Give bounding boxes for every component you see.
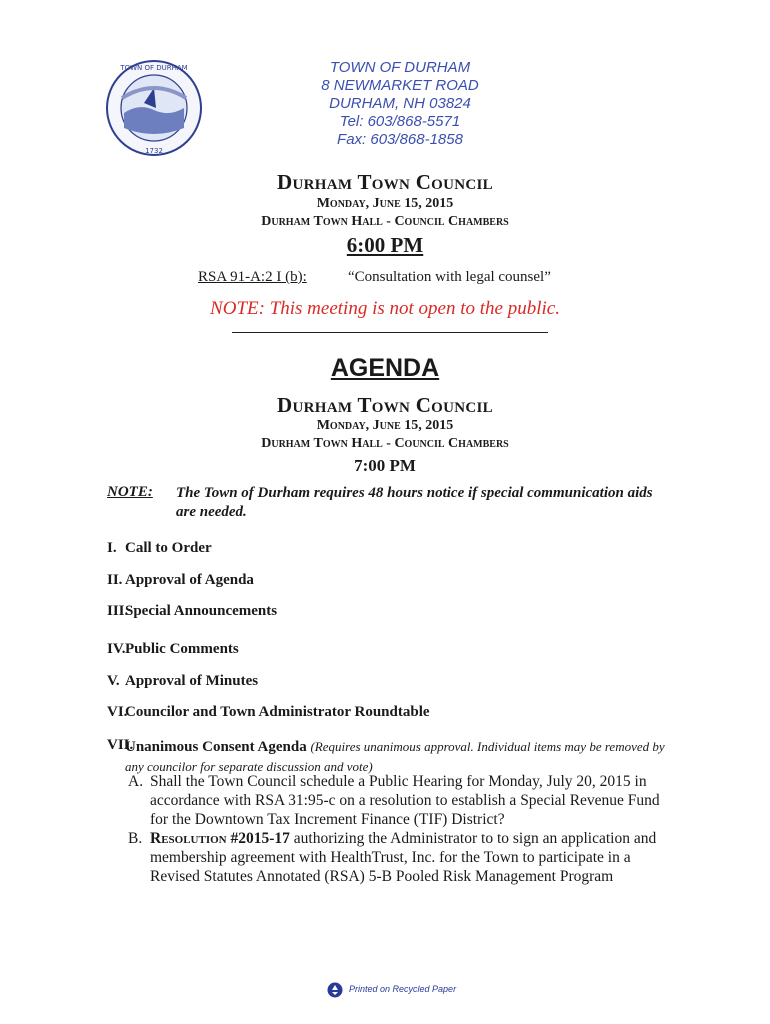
letterhead-line: 8 NEWMARKET ROAD <box>321 77 479 94</box>
item-number: VI. <box>107 704 128 720</box>
item-number: III. <box>107 603 129 619</box>
agenda-location: Durham Town Hall - Council Chambers <box>261 436 509 451</box>
agenda-item: Special Announcements <box>125 603 278 619</box>
closed-session-date: Monday, June 15, 2015 <box>316 196 454 211</box>
agenda-item: Unanimous Consent Agenda <box>125 739 307 755</box>
letterhead-line: DURHAM, NH 03824 <box>329 95 471 112</box>
subitem-text: Shall the Town Council schedule a Public Hearing for Monday, July 20, 2015 in accordance with RSA 31:95-c on a resolution to establish a Special Revenue Fund for the Downtown Tax Increment Finance (TIF) District? <box>150 773 660 828</box>
letterhead-line: TOWN OF DURHAM <box>329 59 471 76</box>
item-number: VII. <box>107 737 134 753</box>
resolution-label: Resolution #2015-17 <box>150 830 290 847</box>
letterhead <box>300 59 500 149</box>
item-number: V. <box>107 673 120 689</box>
item-number: IV. <box>107 641 126 657</box>
letterhead-line: Fax: 603/868-1858 <box>337 131 463 148</box>
agenda-title: Durham Town Council <box>277 393 493 417</box>
agenda-item: Approval of Minutes <box>125 673 259 689</box>
svg-text:TOWN OF DURHAM: TOWN OF DURHAM <box>120 64 188 72</box>
agenda-item: Call to Order <box>125 540 212 556</box>
subitem-letter: A. <box>128 773 144 790</box>
rsa-reference: RSA 91-A:2 I (b): <box>198 269 307 285</box>
agenda-date: Monday, June 15, 2015 <box>316 418 454 433</box>
subitem-letter: B. <box>128 830 143 847</box>
closed-session-location: Durham Town Hall - Council Chambers <box>261 214 509 229</box>
item-number: II. <box>107 572 123 588</box>
agenda-time: 7:00 PM <box>354 456 416 475</box>
item-number: I. <box>107 540 117 556</box>
svg-text:1732: 1732 <box>145 147 163 155</box>
subitem-text-b <box>150 829 680 886</box>
closed-session-note: NOTE: This meeting is not open to the public. <box>210 298 560 319</box>
divider <box>232 332 548 333</box>
letterhead-line: Tel: 603/868-5571 <box>339 113 461 130</box>
resolution-text: authorizing the Administrator to to sign an application and membership agreement with HealthTrust, Inc. for the Town to participate in a Revised Statutes Annotated (RSA) 5-B Pooled Risk Management Program <box>150 830 657 885</box>
agenda-heading: AGENDA <box>330 354 440 382</box>
agenda-item: Public Comments <box>125 641 239 657</box>
closed-session-title: Durham Town Council <box>277 170 493 194</box>
agenda-note-text: The Town of Durham requires 48 hours notice if special communication aids are needed. <box>176 485 653 520</box>
consent-agenda-block <box>125 737 670 777</box>
footer-text: Printed on Recycled Paper <box>349 984 457 994</box>
agenda-item: Approval of Agenda <box>125 572 254 588</box>
consent-note: (Requires unanimous approval. Individual items may be removed by any councilor for separate discussion and vote) <box>125 739 665 774</box>
recycle-icon <box>327 982 343 998</box>
town-seal <box>104 58 204 158</box>
closed-session-time: 6:00 PM <box>346 233 424 257</box>
rsa-description: “Consultation with legal counsel” <box>348 269 551 285</box>
agenda-item: Councilor and Town Administrator Roundtable <box>125 704 430 720</box>
agenda-note-label: NOTE: <box>107 484 153 500</box>
